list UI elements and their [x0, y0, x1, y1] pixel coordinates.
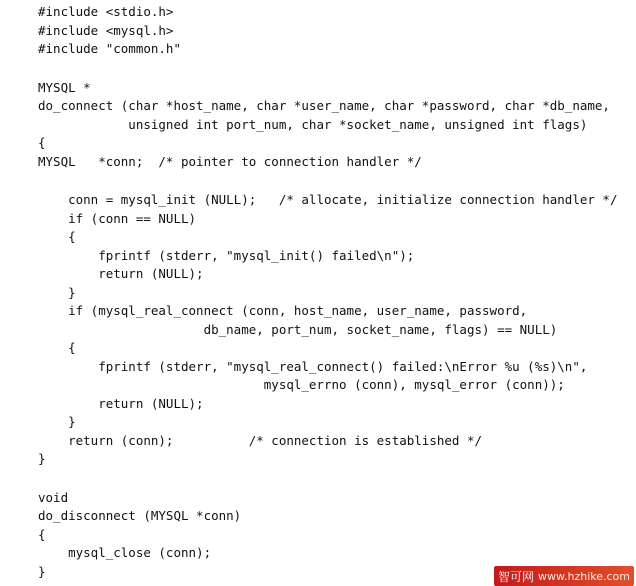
- code-line: void: [38, 489, 69, 505]
- code-line: #include <mysql.h>: [38, 22, 174, 38]
- code-line: MYSQL *: [38, 79, 91, 95]
- watermark-site: www.hzhike.com: [538, 569, 630, 583]
- code-line: mysql_close (conn);: [38, 545, 212, 560]
- code-line: }: [38, 451, 46, 466]
- watermark-link[interactable]: [494, 566, 634, 586]
- code-line: fprintf (stderr, "mysql_init() failed\n");: [38, 247, 415, 263]
- code-line: }: [38, 414, 76, 429]
- code-line: {: [38, 135, 46, 150]
- code-line: if (conn == NULL): [38, 210, 197, 226]
- code-line: [38, 59, 634, 79]
- code-line: }: [38, 284, 76, 300]
- code-line: return (conn); /* connection is established */: [38, 432, 483, 448]
- code-line: [38, 469, 634, 489]
- code-line: do_disconnect (MYSQL *conn): [38, 508, 242, 523]
- code-line: mysql_errno (conn), mysql_error (conn));: [38, 377, 565, 392]
- code-line: #include "common.h": [38, 41, 181, 56]
- code-line: {: [38, 526, 46, 542]
- code-line: #include <stdio.h>: [38, 4, 174, 19]
- code-line: MYSQL *conn; /* pointer to connection handler */: [38, 153, 422, 169]
- watermark-brand: 智可网: [497, 569, 534, 584]
- code-line: do_connect (char *host_name, char *user_name, char *password, char *db_name,: [38, 98, 610, 113]
- code-line: conn = mysql_init (NULL); /* allocate, initialize connection handler */: [38, 192, 618, 207]
- code-line: return (NULL);: [38, 395, 204, 411]
- code-line: unsigned int port_num, char *socket_name, unsigned int flags): [38, 116, 588, 132]
- code-listing: [38, 3, 634, 581]
- code-line: {: [38, 340, 76, 355]
- code-line: }: [38, 563, 46, 579]
- code-line: fprintf (stderr, "mysql_real_connect() failed:\nError %u (%s)\n",: [38, 358, 588, 374]
- code-line: return (NULL);: [38, 266, 204, 281]
- code-line: [38, 171, 634, 191]
- code-line: {: [38, 229, 76, 244]
- code-line: if (mysql_real_connect (conn, host_name, user_name, password,: [38, 303, 528, 318]
- code-line: db_name, port_num, socket_name, flags) == NULL): [38, 321, 558, 337]
